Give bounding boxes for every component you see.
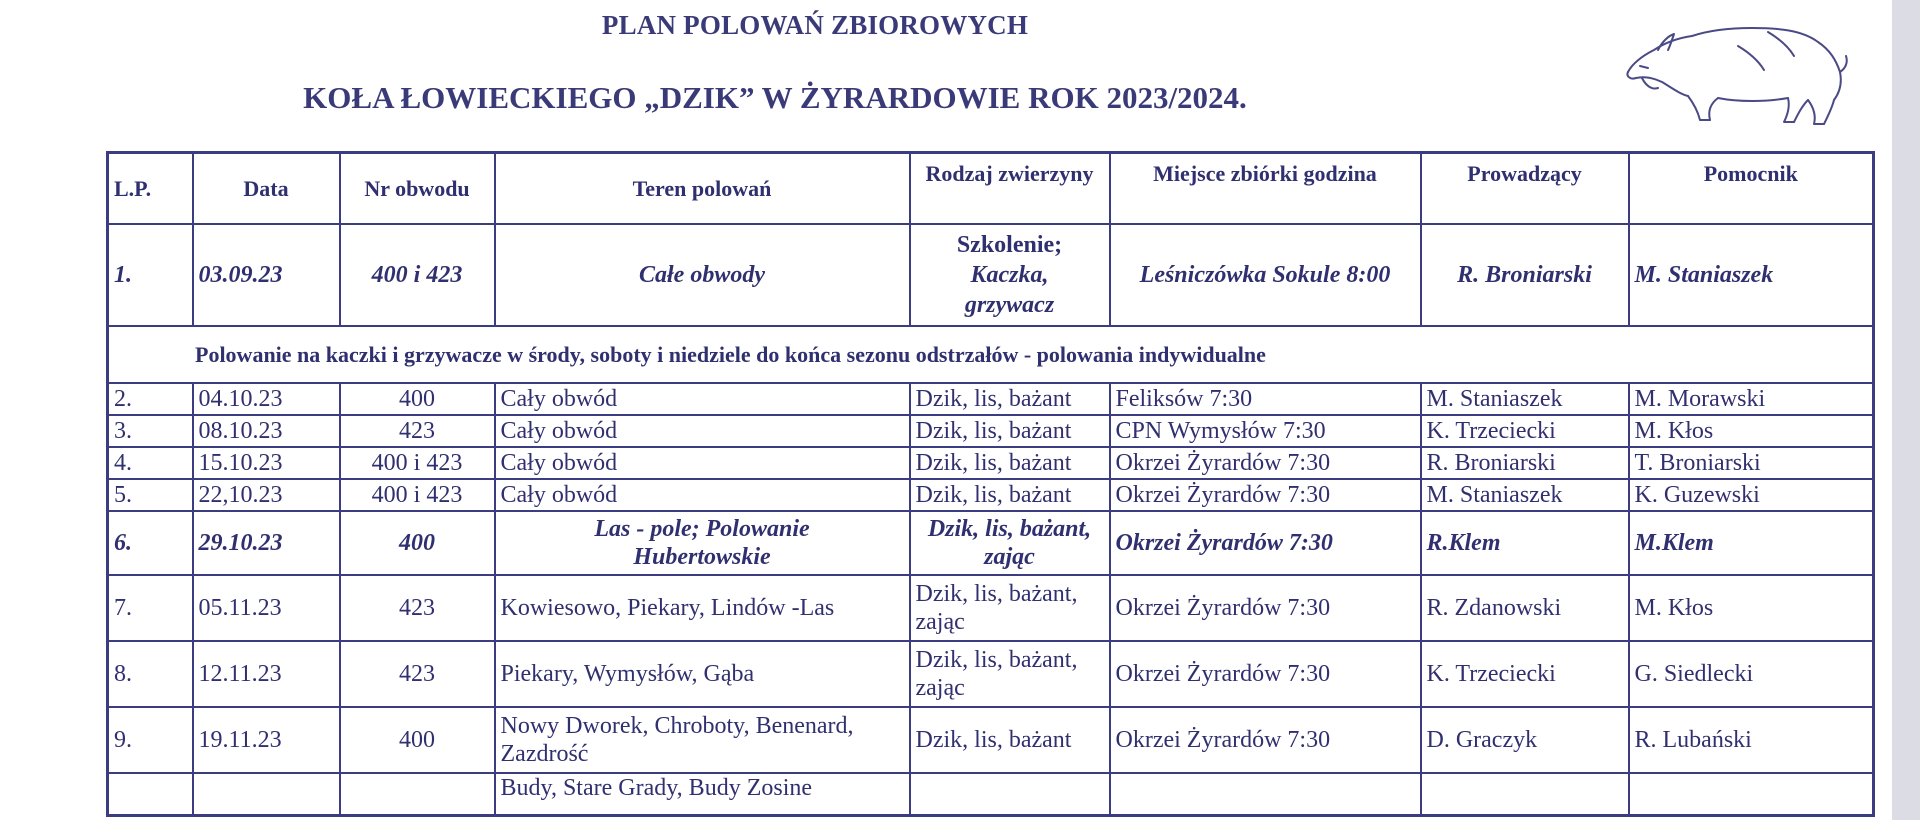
cell-meeting: Okrzei Żyrardów 7:30	[1110, 641, 1421, 707]
header-assistant: Pomocnik	[1629, 153, 1874, 225]
cell-assistant: M. Morawski	[1629, 383, 1874, 415]
cell-lp: 2.	[108, 383, 193, 415]
cell-area: Cały obwód	[495, 447, 910, 479]
cell-leader: D. Graczyk	[1421, 707, 1629, 773]
table-row	[108, 383, 1874, 415]
table-row	[108, 575, 1874, 641]
table-row	[108, 641, 1874, 707]
cell-meeting: Okrzei Żyrardów 7:30	[1110, 575, 1421, 641]
cell-circuit: 400 i 423	[340, 447, 495, 479]
cell-game-line: grzywacz	[964, 292, 1055, 318]
cell-lp: 7.	[108, 575, 193, 641]
cell-circuit: 400	[340, 383, 495, 415]
cell-assistant: M. Staniaszek	[1629, 224, 1874, 326]
cell-game	[910, 641, 1110, 707]
cell-leader: M. Staniaszek	[1421, 383, 1629, 415]
cell-date: 22,10.23	[193, 479, 340, 511]
cell-meeting: Okrzei Żyrardów 7:30	[1110, 707, 1421, 773]
cell-game	[910, 224, 1110, 326]
cell-date: 19.11.23	[193, 707, 340, 773]
cell-area	[495, 707, 910, 773]
document-subtitle: KOŁA ŁOWIECKIEGO „DZIK” W ŻYRARDOWIE ROK 2023/2024.	[303, 80, 1247, 115]
cell-meeting: Feliksów 7:30	[1110, 383, 1421, 415]
cell-area: Budy, Stare Grady, Budy Zosine	[495, 773, 910, 816]
table-row	[108, 479, 1874, 511]
document-title: PLAN POLOWAŃ ZBIOROWYCH	[601, 10, 1029, 40]
cell-game-line: Dzik, lis, bażant,	[915, 581, 1078, 607]
cell-date: 05.11.23	[193, 575, 340, 641]
cell-game-line: Szkolenie;	[956, 232, 1063, 258]
cell-leader: R.Klem	[1421, 511, 1629, 575]
table-row	[108, 415, 1874, 447]
table-row	[108, 224, 1874, 326]
cell-area: Kowiesowo, Piekary, Lindów -Las	[495, 575, 910, 641]
cell-game: Dzik, lis, bażant	[910, 415, 1110, 447]
cell-lp: 9.	[108, 707, 193, 773]
cell-assistant: R. Lubański	[1629, 707, 1874, 773]
cell-circuit: 400 i 423	[340, 224, 495, 326]
cell-game	[910, 511, 1110, 575]
cell-lp: 4.	[108, 447, 193, 479]
cell-lp: 1.	[108, 224, 193, 326]
page-edge-shadow	[1892, 0, 1920, 820]
header-date: Data	[193, 153, 340, 225]
cell-lp: 5.	[108, 479, 193, 511]
cell-assistant: M. Kłos	[1629, 415, 1874, 447]
cell-assistant: M.Klem	[1629, 511, 1874, 575]
cell-meeting	[1110, 773, 1421, 816]
cell-circuit: 423	[340, 575, 495, 641]
cell-circuit	[340, 773, 495, 816]
cell-area: Piekary, Wymysłów, Gąba	[495, 641, 910, 707]
cell-assistant: G. Siedlecki	[1629, 641, 1874, 707]
header-circuit: Nr obwodu	[340, 153, 495, 225]
hunting-plan-table	[106, 151, 1875, 817]
cell-area	[495, 511, 910, 575]
cell-game-line: Kaczka,	[970, 262, 1049, 288]
cell-leader	[1421, 773, 1629, 816]
cell-date	[193, 773, 340, 816]
cell-game-line: Dzik, lis, bażant,	[915, 647, 1078, 673]
table-header-row	[108, 153, 1874, 225]
cell-assistant	[1629, 773, 1874, 816]
wild-boar-drawing-icon	[1618, 16, 1850, 132]
cell-lp: 8.	[108, 641, 193, 707]
cell-leader: R. Broniarski	[1421, 447, 1629, 479]
cell-date: 03.09.23	[193, 224, 340, 326]
table-row	[108, 511, 1874, 575]
cell-area: Cały obwód	[495, 479, 910, 511]
header-leader: Prowadzący	[1421, 153, 1629, 225]
cell-meeting: Okrzei Żyrardów 7:30	[1110, 479, 1421, 511]
cell-meeting: Leśniczówka Sokule 8:00	[1110, 224, 1421, 326]
cell-meeting: Okrzei Żyrardów 7:30	[1110, 511, 1421, 575]
header-meeting: Miejsce zbiórki godzina	[1110, 153, 1421, 225]
cell-meeting: CPN Wymysłów 7:30	[1110, 415, 1421, 447]
cell-game-line: Dzik, lis, bażant,	[927, 516, 1092, 542]
cell-game: Dzik, lis, bażant	[910, 383, 1110, 415]
table-row	[108, 447, 1874, 479]
table-row-partial	[108, 773, 1874, 816]
cell-area-line: Las - pole; Polowanie	[594, 516, 810, 542]
cell-leader: M. Staniaszek	[1421, 479, 1629, 511]
cell-leader: K. Trzeciecki	[1421, 641, 1629, 707]
cell-game-line: zając	[915, 675, 965, 701]
cell-circuit: 400 i 423	[340, 479, 495, 511]
cell-leader: R. Zdanowski	[1421, 575, 1629, 641]
cell-game: Dzik, lis, bażant	[910, 479, 1110, 511]
header-lp: L.P.	[108, 153, 193, 225]
header-game: Rodzaj zwierzyny	[910, 153, 1110, 225]
cell-game	[910, 773, 1110, 816]
cell-leader: K. Trzeciecki	[1421, 415, 1629, 447]
cell-circuit: 423	[340, 641, 495, 707]
cell-area: Cały obwód	[495, 415, 910, 447]
note-row	[108, 326, 1874, 383]
cell-date: 29.10.23	[193, 511, 340, 575]
cell-assistant: M. Kłos	[1629, 575, 1874, 641]
cell-date: 12.11.23	[193, 641, 340, 707]
cell-area-line: Nowy Dworek, Chroboty, Benenard,	[500, 713, 854, 739]
cell-circuit: 400	[340, 707, 495, 773]
cell-game-line: zając	[984, 544, 1035, 570]
cell-area-line: Zazdrość	[500, 741, 589, 767]
cell-lp	[108, 773, 193, 816]
cell-circuit: 423	[340, 415, 495, 447]
cell-leader: R. Broniarski	[1421, 224, 1629, 326]
table-row	[108, 707, 1874, 773]
cell-area: Cały obwód	[495, 383, 910, 415]
season-note: Polowanie na kaczki i grzywacze w środy, soboty i niedziele do końca sezonu odstrzałów - polowania indywidualne	[108, 326, 1874, 383]
cell-area: Całe obwody	[495, 224, 910, 326]
cell-assistant: T. Broniarski	[1629, 447, 1874, 479]
cell-area-line: Hubertowskie	[633, 544, 771, 570]
cell-date: 04.10.23	[193, 383, 340, 415]
cell-game-line: zając	[915, 609, 965, 635]
cell-date: 15.10.23	[193, 447, 340, 479]
cell-circuit: 400	[340, 511, 495, 575]
header-area: Teren polowań	[495, 153, 910, 225]
cell-game	[910, 575, 1110, 641]
cell-date: 08.10.23	[193, 415, 340, 447]
cell-game: Dzik, lis, bażant	[910, 707, 1110, 773]
cell-game: Dzik, lis, bażant	[910, 447, 1110, 479]
cell-lp: 6.	[108, 511, 193, 575]
cell-meeting: Okrzei Żyrardów 7:30	[1110, 447, 1421, 479]
cell-assistant: K. Guzewski	[1629, 479, 1874, 511]
cell-lp: 3.	[108, 415, 193, 447]
